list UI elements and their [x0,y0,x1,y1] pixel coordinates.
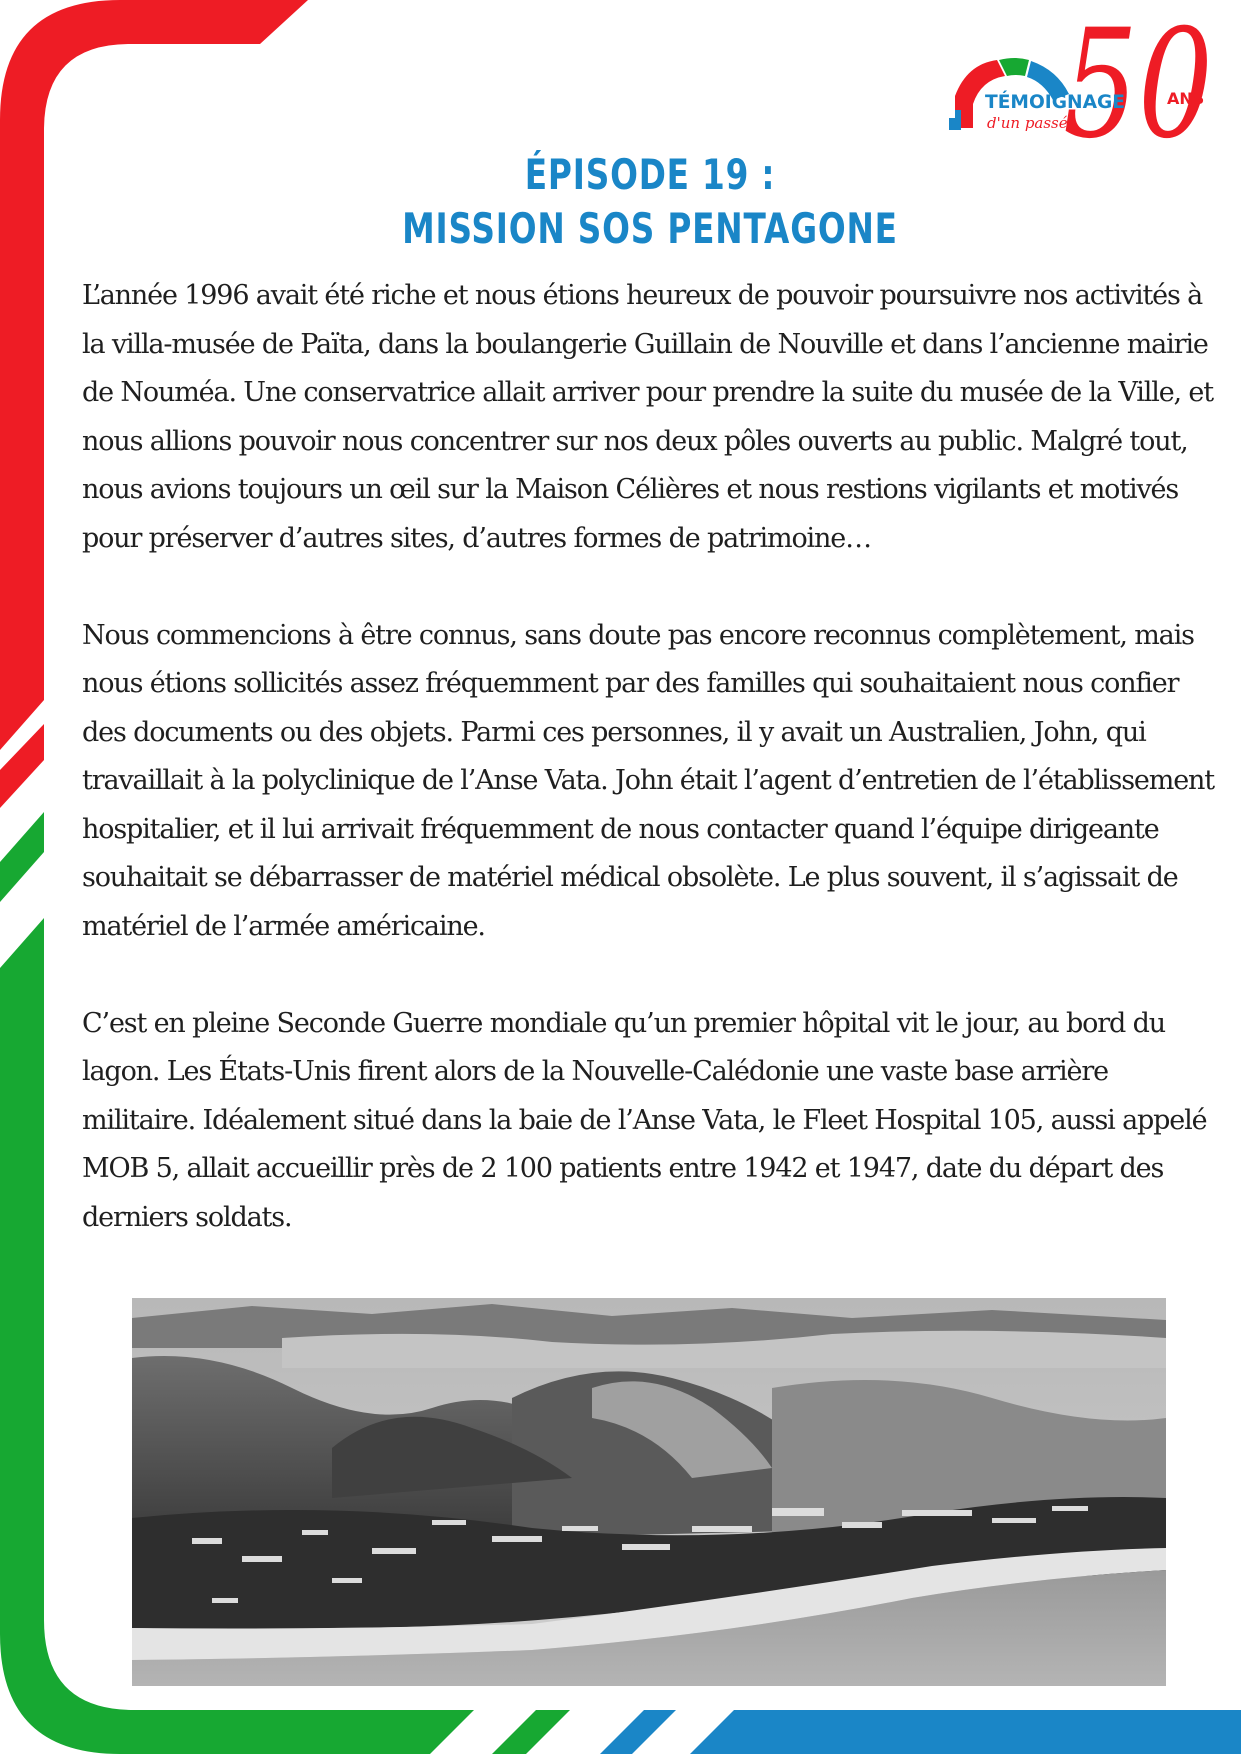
paragraph-2: Nous commencions à être connus, sans doute pas encore reconnus complètement, mais nous étions sollicités assez fréquemment par des familles qui souhaitaient nous confier des documents ou des objets. Parmi ces personnes, il y avait un Australien, John, qui travaillait à la polyclinique de l’Anse Vata. John était l’agent d’entretien de l’établissement hospitalier, et il lui arrivait fréquemment de nous contacter quand l’équipe dirigeante souhaitait se débarrasser de matériel médical obsolète. Le plus souvent, il s’agissait de matériel de l’armée américaine. [82,619,1214,942]
blue-frame-band [690,1710,1241,1754]
logo-subtitle: d'un passé [987,114,1068,132]
aerial-photo [132,1298,1166,1686]
green-frame-upper [0,812,44,902]
logo-word: TÉMOIGNAGE [985,91,1128,113]
episode-number: ÉPISODE 19 : [524,150,776,199]
logo-suffix: ANS [1167,89,1205,108]
green-frame-bottom-stripe [492,1710,570,1754]
logo-number: 50 [1063,18,1213,172]
paragraph-3: C’est en pleine Seconde Guerre mondiale qu’un premier hôpital vit le jour, au bord du lagon. Les États-Unis firent alors de la Nouvelle-Calédonie une vaste base arrière militaire. Idéalement situé dans la baie de l’Anse Vata, le Fleet Hospital 105, aussi appelé MOB 5, allait accueillir près de 2 100 patients entre 1942 et 1947, date du départ des derniers soldats. [82,1007,1207,1233]
article-body [82,272,1222,1291]
blue-frame-stripe [600,1710,676,1754]
logo-arch-steps [949,110,961,130]
episode-name: MISSION SOS PENTAGONE [402,204,898,253]
paragraph-1: L’année 1996 avait été riche et nous étions heureux de pouvoir poursuivre nos activités à la villa-musée de Païta, dans la boulangerie Guillain de Nouville et dans l’ancienne mairie de Nouméa. Une conservatrice allait arriver pour prendre la suite du musée de la Ville, et nous allions pouvoir nous concentrer sur nos deux pôles ouverts au public. Malgré tout, nous avions toujours un œil sur la Maison Célières et nous restions vigilants et motivés pour préserver d’autres sites, d’autres formes de patrimoine… [82,280,1213,554]
episode-title [283,148,1016,256]
